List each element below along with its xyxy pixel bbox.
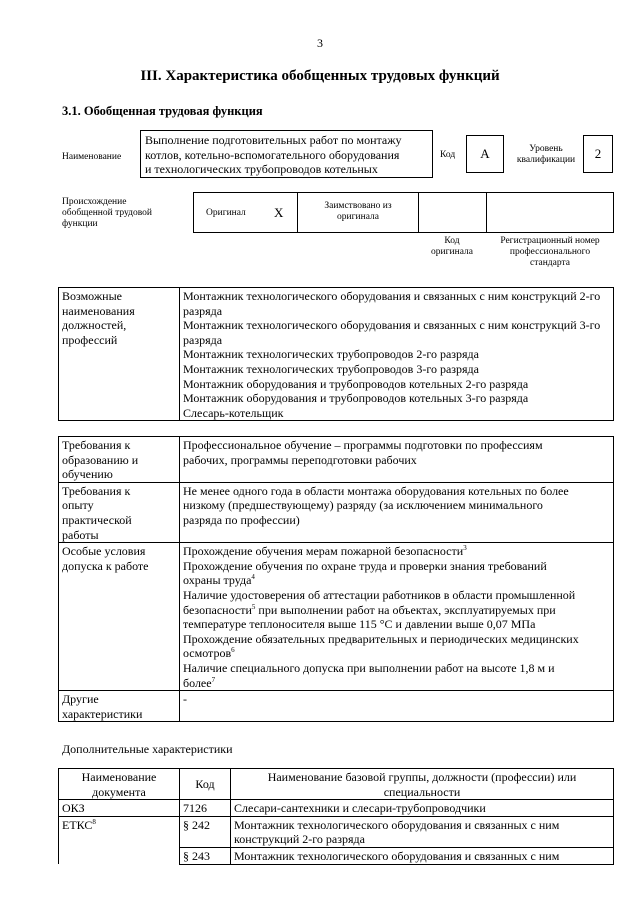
section-title: III. Характеристика обобщенных трудовых функций	[140, 68, 500, 84]
text: Прохождение обучения мерам пожарной безопасности	[183, 544, 464, 559]
list-item: Слесарь-котельщик	[183, 405, 284, 420]
table-row	[59, 288, 614, 421]
caption-line: оригинала	[431, 247, 473, 257]
text: безопасности	[183, 602, 252, 617]
table-row	[59, 691, 614, 722]
borrowed-label-line: оригинала	[337, 212, 379, 222]
header-line: специальности	[383, 784, 461, 799]
footnote-ref: 4	[251, 573, 255, 582]
caption-line: Регистрационный номер	[500, 236, 600, 246]
function-name-line: котлов, котельно-вспомогательного оборудования	[145, 147, 400, 162]
requirements-table	[58, 436, 614, 722]
value-line	[183, 544, 610, 559]
name-label: Наименование	[62, 152, 122, 162]
value-line: Прохождение обучения по охране труда и проверки знания требований	[183, 558, 547, 573]
positions-table	[58, 287, 614, 421]
doc-cell	[59, 816, 180, 864]
name-line: Монтажник технологического оборудования и связанных с ним	[234, 817, 560, 832]
col-code-header: Код	[180, 769, 231, 800]
value-line	[183, 603, 610, 618]
label-line: практической	[62, 512, 132, 527]
origin-label-line: функции	[62, 219, 98, 229]
experience-value	[180, 482, 614, 542]
list-item: Монтажник технологического оборудования и связанных с ним конструкций 2-го разряда	[183, 289, 601, 318]
list-item: Монтажник оборудования и трубопроводов котельных 2-го разряда	[183, 376, 529, 391]
label-line: должностей,	[62, 318, 127, 333]
table-row	[59, 543, 614, 691]
label-line: профессий	[62, 332, 118, 347]
list-item: Монтажник технологических трубопроводов 2-го разряда	[183, 347, 479, 362]
code-cell: § 243	[180, 847, 231, 864]
other-value: -	[180, 691, 614, 722]
label-line: допуска к работе	[62, 558, 149, 573]
additional-table	[58, 768, 614, 865]
value-line: низкому (предшествующему) разряду (за исключением минимального	[183, 498, 543, 513]
label-line: опыту	[62, 498, 94, 513]
origin-label-line: Происхождение	[62, 197, 127, 207]
divider	[418, 193, 419, 232]
label-line: образованию и	[62, 452, 139, 467]
label-line: наименования	[62, 303, 135, 318]
positions-label	[59, 288, 180, 421]
footnote-ref: 7	[211, 675, 216, 684]
label-line: Требования к	[62, 438, 131, 452]
name-cell: Монтажник технологического оборудования и связанных с ним	[231, 847, 614, 864]
borrowed-label	[298, 201, 418, 223]
code-label: Код	[440, 150, 456, 160]
table-header-row	[59, 769, 614, 800]
footnote-ref: 6	[231, 646, 235, 655]
page-number: 3	[317, 36, 323, 50]
original-label: Оригинал	[206, 208, 246, 218]
divider	[486, 193, 487, 232]
footnote-ref: 8	[92, 817, 96, 826]
name-line: конструкций 2-го разряда	[234, 832, 365, 847]
function-name-line: и технологических трубопроводов котельных	[145, 162, 378, 176]
value-line: Наличие специального допуска при выполнении работ на высоте 1,8 м и	[183, 660, 555, 675]
col-name-header	[231, 769, 614, 800]
text: при выполнении работ на объектах, эксплуатируемых при	[255, 602, 556, 617]
table-row	[59, 482, 614, 542]
list-item: Монтажник оборудования и трубопроводов котельных 3-го разряда	[183, 391, 529, 406]
value-line: Не менее одного года в области монтажа оборудования котельных по более	[183, 483, 569, 498]
additional-heading: Дополнительные характеристики	[62, 742, 233, 756]
experience-label	[59, 482, 180, 542]
table-row	[59, 800, 614, 817]
label-line: работы	[62, 527, 99, 542]
value-line: Профессиональное обучение – программы подготовки по профессиям	[183, 438, 543, 452]
caption-line: профессионального	[509, 247, 591, 257]
list-item: Монтажник технологического оборудования и связанных с ним конструкций 3-го разряда	[183, 318, 601, 347]
text: охраны труда	[183, 573, 252, 588]
name-cell	[231, 816, 614, 847]
col-doc-header	[59, 769, 180, 800]
label-line: обучению	[62, 467, 113, 482]
label-line: Другие	[62, 692, 99, 707]
function-name-box	[140, 130, 433, 178]
text: более	[183, 675, 212, 690]
code-cell: 7126	[180, 800, 231, 817]
code-value: А	[466, 135, 504, 173]
footnote-ref: 5	[251, 602, 256, 611]
header-line: документа	[92, 784, 146, 799]
text: ЕТКС	[62, 817, 93, 832]
list-item: Монтажник технологических трубопроводов 3-го разряда	[183, 361, 479, 376]
label-line: Возможные	[62, 289, 122, 303]
value-line	[183, 676, 610, 691]
special-conditions-value	[180, 543, 614, 691]
value-line: Наличие удостоверения об аттестации работников в области промышленной	[183, 587, 576, 602]
positions-list	[180, 288, 614, 421]
label-line: Особые условия	[62, 544, 146, 559]
level-label	[512, 144, 580, 166]
function-name-line: Выполнение подготовительных работ по монтажу	[145, 133, 402, 147]
footnote-ref: 3	[463, 544, 467, 553]
subsection-title: 3.1. Обобщенная трудовая функция	[62, 104, 263, 118]
value-line	[183, 646, 610, 661]
code-cell: § 242	[180, 816, 231, 847]
original-mark: Х	[274, 205, 284, 220]
header-line: Наименование базовой группы, должности (профессии) или	[267, 770, 577, 784]
caption-line: стандарта	[530, 258, 570, 268]
special-conditions-label	[59, 543, 180, 691]
level-label-line: Уровень	[529, 144, 563, 154]
caption-line: Код	[444, 236, 460, 246]
doc-cell: ОКЗ	[59, 800, 180, 817]
value-line: рабочих, программы переподготовки рабочих	[183, 452, 417, 467]
education-value	[180, 437, 614, 483]
reg-number-caption	[486, 236, 614, 269]
text: осмотров	[183, 646, 232, 661]
table-row	[59, 437, 614, 483]
origin-box	[193, 192, 614, 233]
value-line: Прохождение обязательных предварительных и периодических медицинских	[183, 631, 579, 646]
name-cell: Слесари-сантехники и слесари-трубопроводчики	[231, 800, 614, 817]
origin-label-line: обобщенной трудовой	[62, 208, 152, 218]
label-line: характеристики	[62, 706, 143, 721]
level-label-line: квалификации	[516, 155, 576, 165]
table-row	[59, 816, 614, 847]
value-line: разряда по профессии)	[183, 512, 300, 527]
value-line: температуре теплоносителя выше 115 °С и давлении выше 0,07 МПа	[183, 617, 536, 632]
value-line	[183, 573, 610, 588]
code-original-caption	[418, 236, 486, 258]
level-value: 2	[583, 135, 613, 173]
origin-label	[62, 197, 152, 230]
borrowed-label-line: Заимствовано из	[324, 201, 392, 211]
label-line: Требования к	[62, 483, 131, 498]
header-line: Наименование	[81, 770, 157, 784]
education-label	[59, 437, 180, 483]
other-label	[59, 691, 180, 722]
